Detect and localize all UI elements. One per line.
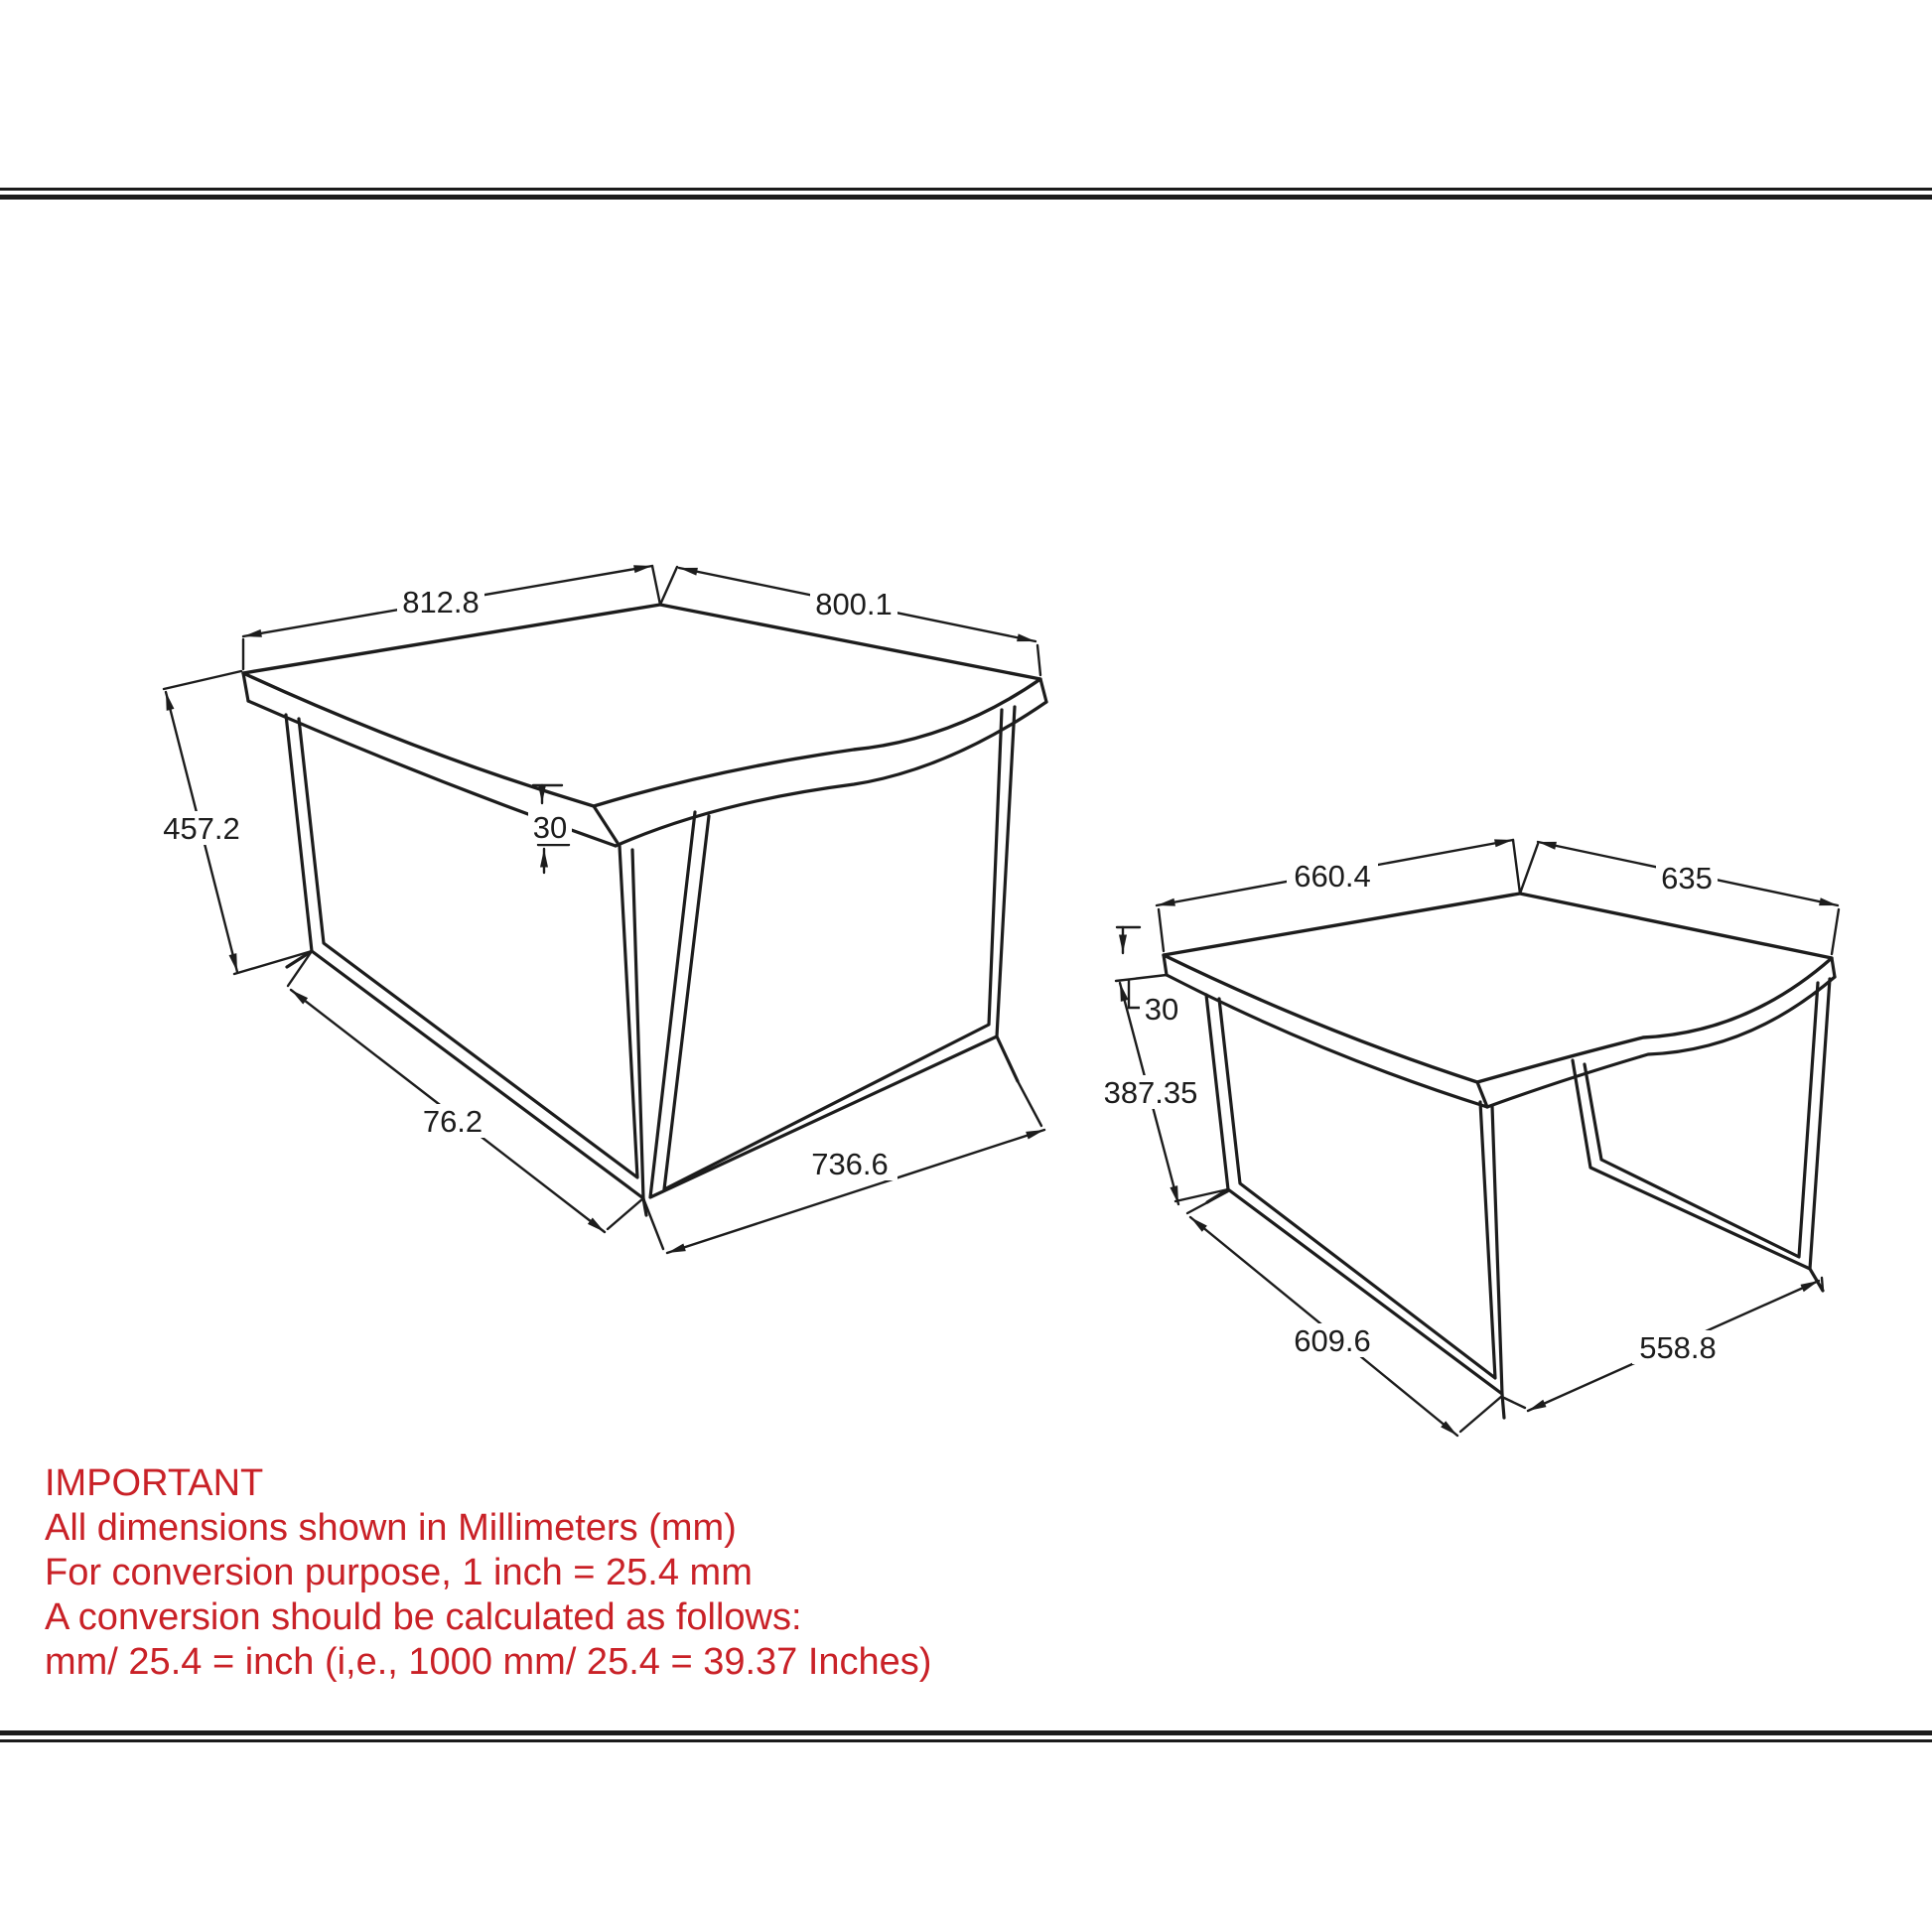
border-top-thick-line [0,195,1932,200]
dim-label-bottom-right-edge: 736.6 [811,1147,889,1181]
dim-label-bottom-left-edge: 76.2 [422,1104,483,1139]
note-title: IMPORTANT [45,1462,264,1504]
large-table-drawing [156,566,1046,1253]
note-line-conversion-example: mm/ 25.4 = inch (i,e., 1000 mm/ 25.4 = 39.37 Inches) [45,1641,932,1683]
dim-label-bottom-left-edge: 609.6 [1294,1323,1371,1358]
dim-label-top-right-edge: 635 [1661,861,1713,896]
dim-label-top-left-edge: 660.4 [1294,859,1371,894]
dim-label-top-right-edge: 800.1 [815,587,893,621]
dim-label-thickness: 30 [532,810,568,845]
large-table-right-leg [650,707,1018,1197]
dim-label-height: 457.2 [163,811,240,846]
border-bottom-thick-line [0,1730,1932,1735]
dim-label-bottom-right-edge: 558.8 [1639,1330,1717,1365]
note-line-conversion-factor: For conversion purpose, 1 inch = 25.4 mm [45,1552,753,1593]
border-bottom-thin-line [0,1739,1932,1742]
dim-label-height: 387.35 [1103,1075,1198,1110]
large-table-top [243,605,1046,846]
small-table-drawing [1098,840,1839,1436]
note-line-conversion-rule: A conversion should be calculated as follows: [45,1596,802,1638]
note-line-units: All dimensions shown in Millimeters (mm) [45,1507,737,1549]
dim-label-thickness: 30 [1144,992,1179,1027]
border-top-thin-line [0,188,1932,191]
small-table-top [1164,894,1835,1107]
important-note-block [45,1462,931,1683]
dim-label-top-left-edge: 812.8 [402,585,480,620]
